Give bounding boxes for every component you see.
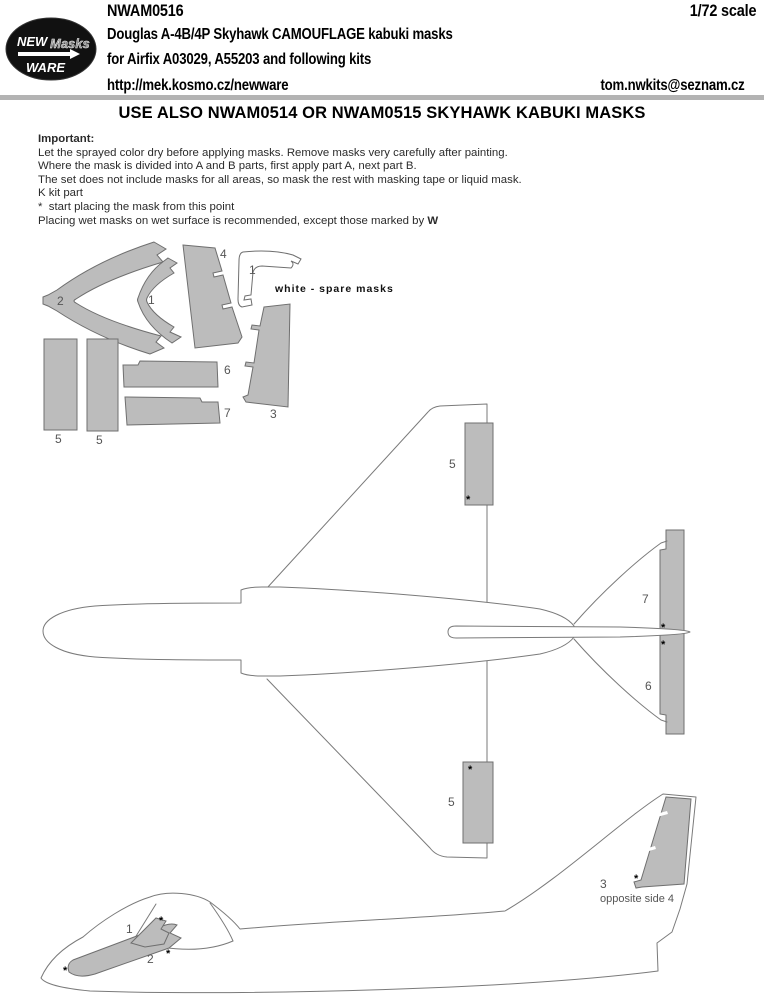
mask-6-shape	[123, 361, 218, 387]
mask-1-shape	[138, 258, 182, 343]
side-windscreen-label: 1	[126, 922, 133, 936]
instruction-line: K kit part	[38, 187, 83, 200]
start-point-marker: *	[63, 965, 68, 977]
sheet-title: Douglas A-4B/4P Skyhawk CAMOUFLAGE kabuki masks	[107, 26, 453, 43]
product-code: NWAM0516	[107, 1, 184, 20]
instruction-line: The set does not include masks for all areas, so mask the rest with masking tape or liquid mask.	[38, 173, 522, 186]
mask-5b-shape	[87, 339, 118, 431]
spare-mask-1-label: 1	[249, 263, 256, 277]
mask-6-label: 6	[224, 363, 231, 377]
stabilizer-leading-edge-upper	[574, 541, 667, 624]
instruction-line: * start placing the mask from this point	[38, 200, 235, 213]
stabilizer-leading-edge-lower	[574, 639, 667, 722]
website-link: http://mek.kosmo.cz/newware	[107, 77, 289, 94]
wet-marker: W	[427, 214, 439, 227]
instruction-line: Where the mask is divided into A and B parts, first apply part A, next part B.	[38, 160, 417, 173]
side-fin-label: 3	[600, 877, 607, 891]
instruction-wet-text: Placing wet masks on wet surface is recommended, except those marked by	[38, 214, 428, 227]
sheet-subtitle: for Airfix A03029, A55203 and following kits	[107, 51, 372, 68]
fin-mask-3-shape	[634, 797, 691, 888]
logo-text-new: NEW	[17, 34, 48, 49]
mask-5a-shape	[44, 339, 77, 430]
side-sill-label: 2	[147, 952, 154, 966]
mask-4-label: 4	[220, 247, 227, 261]
side-fin-note: opposite side 4	[600, 893, 674, 905]
email-address: tom.nwkits@seznam.cz	[600, 77, 745, 94]
canopy-rear-frame-line	[210, 903, 233, 941]
cutting-layout	[43, 242, 394, 447]
start-point-marker: *	[166, 948, 171, 960]
top-wing-lower-label: 5	[448, 795, 455, 809]
logo-text-ware: WARE	[26, 60, 65, 75]
mask-3-shape	[243, 304, 290, 407]
spare-mask-1-shape	[238, 251, 301, 307]
spare-masks-note: white - spare masks	[275, 283, 394, 295]
start-point-marker: *	[466, 494, 471, 506]
start-point-marker: *	[634, 873, 639, 885]
mask-7-shape	[125, 397, 220, 425]
mask-4-shape	[183, 245, 242, 348]
wing-mask-5-upper	[465, 423, 493, 505]
side-view-diagram	[41, 794, 696, 993]
start-point-marker: *	[661, 639, 666, 651]
elevator-lower-label: 6	[645, 679, 652, 693]
logo-text-masks: Masks	[50, 36, 90, 51]
mask-7-label: 7	[224, 406, 231, 420]
mask-3-label: 3	[270, 407, 277, 421]
mask-1-label: 1	[148, 293, 155, 307]
start-point-marker: *	[468, 764, 473, 776]
tailpipe-plan	[448, 626, 690, 638]
notice-heading: USE ALSO NWAM0514 OR NWAM0515 SKYHAWK KABUKI MASKS	[118, 104, 646, 122]
start-point-marker: *	[661, 622, 666, 634]
elevator-upper-label: 7	[642, 592, 649, 606]
instructions-heading: Important:	[38, 133, 95, 145]
instruction-line: Let the sprayed color dry before applying masks. Remove masks very carefully after painting.	[38, 146, 508, 159]
top-view-diagram	[43, 404, 690, 858]
fuselage-side-profile	[41, 794, 696, 993]
side-mask-1-wedge	[131, 918, 169, 947]
top-wing-upper-label: 5	[449, 457, 456, 471]
scale-label: 1/72 scale	[689, 1, 756, 20]
mask-5b-label: 5	[96, 433, 103, 447]
start-point-marker: *	[159, 915, 164, 927]
mask-5a-label: 5	[55, 432, 62, 446]
mask-2-label: 2	[57, 294, 64, 308]
